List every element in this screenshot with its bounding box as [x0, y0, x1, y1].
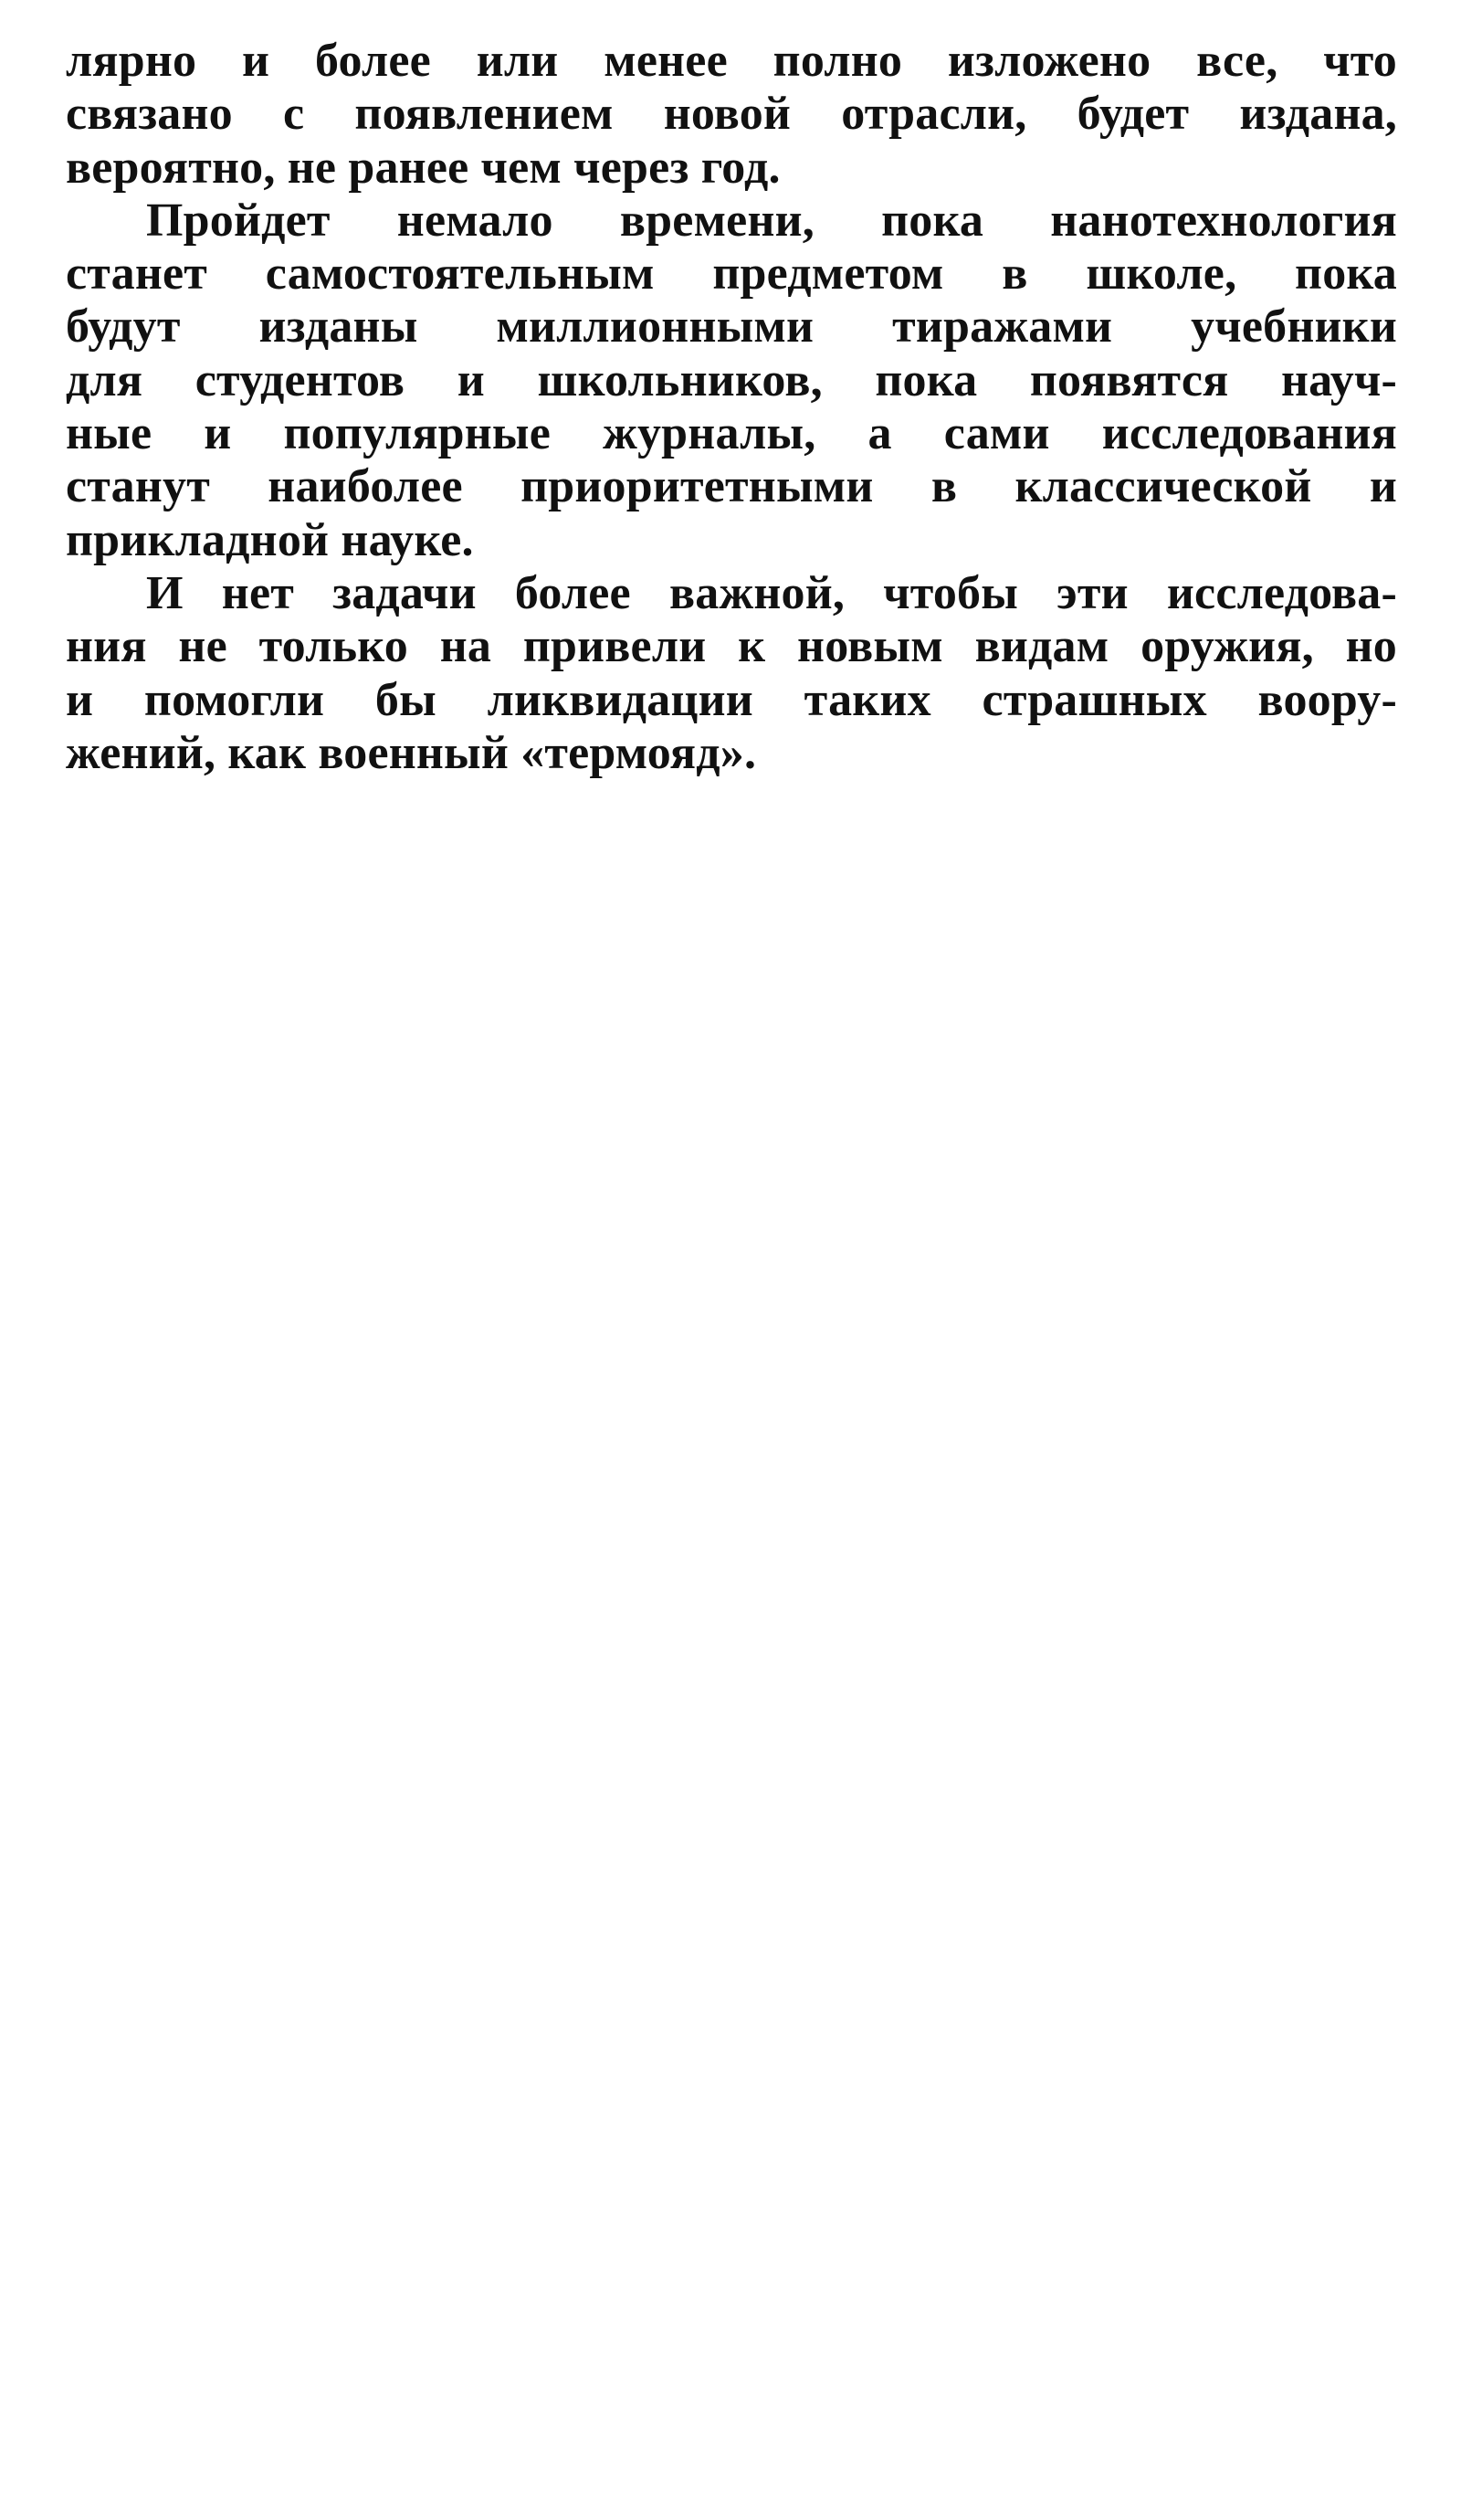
- paragraph-3: [66, 567, 1397, 780]
- text-line: станет самостоятельным предметом в школе, пока: [66, 248, 1397, 301]
- text-line: прикладной науке.: [66, 513, 474, 566]
- text-line: ния не только на привели к новым видам оружия, но: [66, 620, 1397, 673]
- text-line: станут наиболее приоритетными в классической и: [66, 460, 1397, 513]
- text-line: Пройдет немало времени, пока нанотехнология: [146, 194, 1397, 247]
- text-line: для студентов и школьников, пока появятся науч-: [66, 353, 1397, 406]
- body-text: [66, 35, 1397, 780]
- text-line: жений, как военный «термояд».: [66, 726, 757, 779]
- text-line: связано с появлением новой отрасли, будет издана,: [66, 88, 1397, 141]
- text-line: и помогли бы ликвидации таких страшных воору-: [66, 673, 1397, 726]
- text-line: будут изданы миллионными тиражами учебники: [66, 301, 1397, 353]
- text-line: И нет задачи более важной, чтобы эти исследова-: [146, 566, 1397, 619]
- text-line: ные и популярные журналы, а сами исследования: [66, 407, 1397, 460]
- text-line: вероятно, не ранее чем через год.: [66, 141, 781, 194]
- text-line: лярно и более или менее полно изложено все, что: [66, 35, 1397, 87]
- paragraph-2: [66, 195, 1397, 567]
- paragraph-1: [66, 35, 1397, 195]
